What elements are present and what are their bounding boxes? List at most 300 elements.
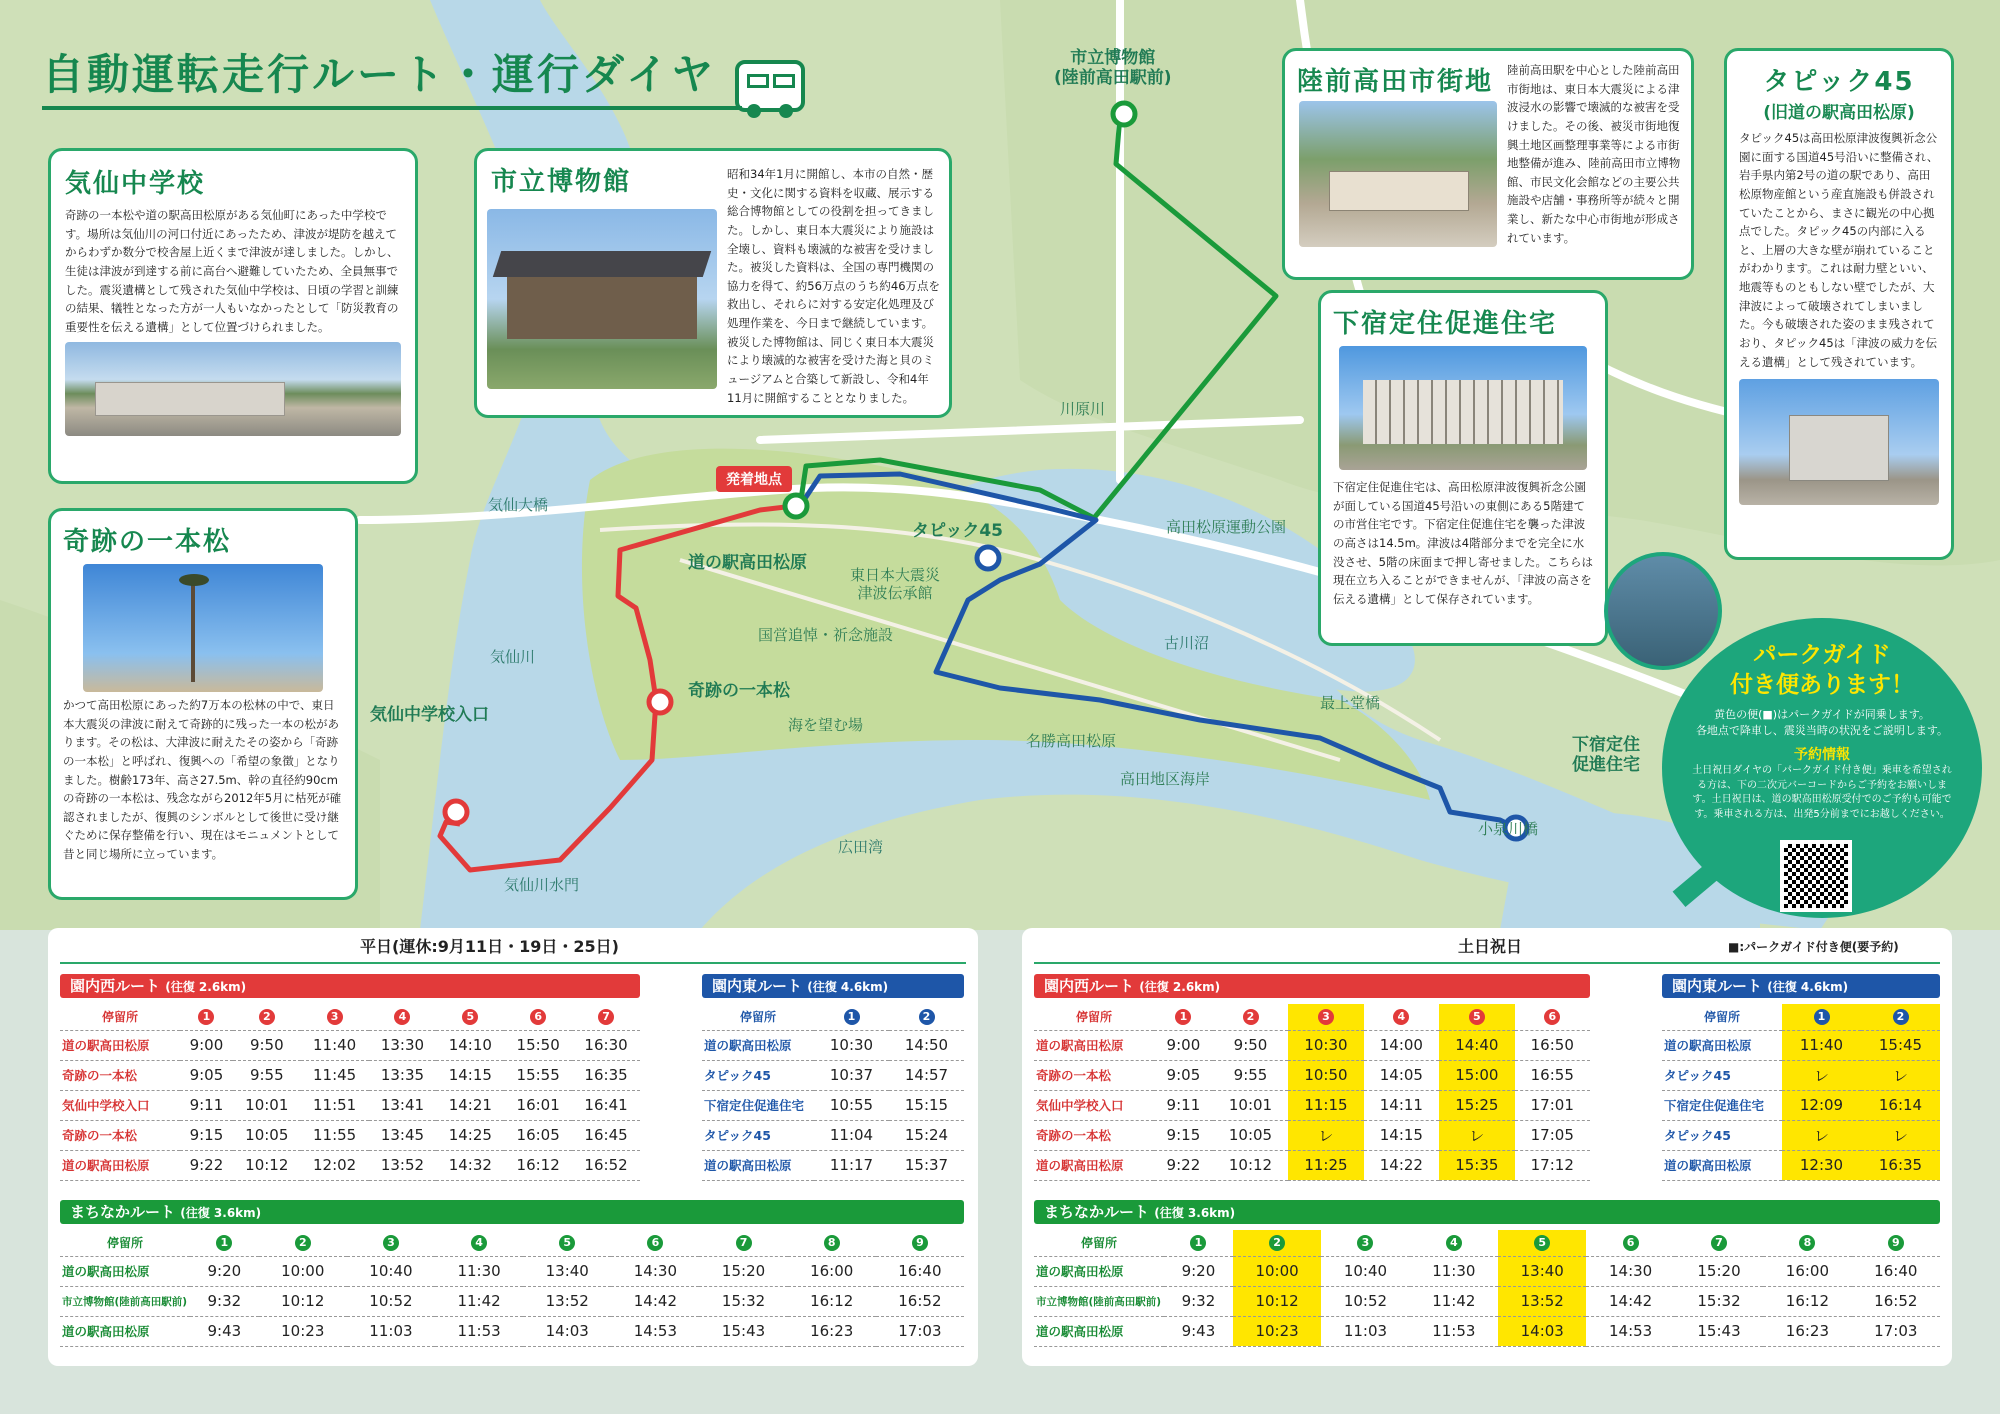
col-header-trip (1213, 1004, 1288, 1030)
stop-name: 下宿定住促進住宅 (702, 1090, 814, 1120)
trip-number: 1 (216, 1235, 232, 1251)
departure-time: 10:00 (1233, 1256, 1321, 1286)
departure-time: 16:30 (572, 1030, 640, 1060)
departure-time: 15:24 (889, 1120, 964, 1150)
departure-time: 10:55 (814, 1090, 889, 1120)
col-header-trip (1763, 1230, 1851, 1256)
departure-time: 13:45 (369, 1120, 437, 1150)
stop-name: 道の駅高田松原 (60, 1256, 190, 1286)
col-header-trip (1321, 1230, 1409, 1256)
departure-time: 16:52 (572, 1150, 640, 1180)
trip-number: 2 (1893, 1009, 1909, 1025)
departure-time: 16:40 (876, 1256, 964, 1286)
departure-time: レ (1439, 1120, 1514, 1150)
photo-shukusho (1339, 346, 1587, 470)
photo-kesen-school (65, 342, 401, 436)
departure-time: 14:57 (889, 1060, 964, 1090)
holiday-town-name: まちなかルート (1044, 1203, 1150, 1221)
col-header-trip (876, 1230, 964, 1256)
label-kesen-river: 気仙川 (490, 648, 536, 666)
departure-time: 11:25 (1288, 1150, 1363, 1180)
departure-time: 9:15 (180, 1120, 233, 1150)
holiday-west-header (1034, 974, 1590, 998)
col-header-stop: 停留所 (1034, 1230, 1164, 1256)
departure-time: 14:42 (611, 1286, 699, 1316)
departure-time: 9:05 (1154, 1060, 1213, 1090)
holiday-title: 土日祝日 (1458, 937, 1523, 956)
departure-time: 14:30 (611, 1256, 699, 1286)
weekday-title: 平日(運休:9月11日・19日・25日) (360, 937, 619, 956)
guide-reserve-title: 予約情報 (1794, 747, 1850, 763)
table-row (60, 1286, 964, 1316)
departure-time: 16:40 (1852, 1256, 1940, 1286)
stop-name: 道の駅高田松原 (1034, 1316, 1164, 1346)
departure-time: 11:04 (814, 1120, 889, 1150)
departure-time: 16:12 (788, 1286, 876, 1316)
trip-number: 4 (1393, 1009, 1409, 1025)
table-row (1662, 1060, 1940, 1090)
departure-time: 17:01 (1515, 1090, 1590, 1120)
departure-time: 15:25 (1439, 1090, 1514, 1120)
departure-time: 16:01 (504, 1090, 572, 1120)
stop-name: 道の駅高田松原 (1662, 1150, 1782, 1180)
page-title: 自動運転走行ルート・運行ダイヤ (42, 50, 717, 99)
trip-number: 5 (1469, 1009, 1485, 1025)
col-header-stop: 停留所 (60, 1004, 180, 1030)
col-header-stop: 停留所 (60, 1230, 190, 1256)
trip-number: 6 (1544, 1009, 1560, 1025)
stop-name: 気仙中学校入口 (1034, 1090, 1154, 1120)
departure-time: 12:30 (1782, 1150, 1861, 1180)
table-row (702, 1150, 964, 1180)
departure-time: 9:11 (180, 1090, 233, 1120)
trip-number: 7 (1711, 1235, 1727, 1251)
departure-time: 15:43 (1675, 1316, 1763, 1346)
col-header-trip (788, 1230, 876, 1256)
departure-time: 10:52 (347, 1286, 435, 1316)
departure-time: 14:22 (1364, 1150, 1439, 1180)
departure-time: 10:12 (233, 1150, 301, 1180)
col-header-stop: 停留所 (1034, 1004, 1154, 1030)
trip-number: 2 (919, 1009, 935, 1025)
departure-time: 10:23 (259, 1316, 347, 1346)
card-shukusho (1318, 290, 1608, 646)
col-header-trip (504, 1004, 572, 1030)
trip-number: 3 (1357, 1235, 1373, 1251)
col-header-stop: 停留所 (1662, 1004, 1782, 1030)
stop-name: 奇跡の一本松 (1034, 1120, 1154, 1150)
label-watergate: 気仙川水門 (504, 876, 580, 894)
departure-time: 15:37 (889, 1150, 964, 1180)
departure-time: 9:50 (233, 1030, 301, 1060)
departure-time: 14:30 (1586, 1256, 1674, 1286)
trip-number: 2 (1243, 1009, 1259, 1025)
departure-time: 15:32 (699, 1286, 787, 1316)
card-kesen-text: 奇跡の一本松や道の駅高田松原がある気仙町にあった中学校です。場所は気仙川の河口付近にあったため、津波が堤防を越えてからわずか数分で校舎屋上近くまで津波が達しました。しかし、生徒は津波が到達する前に高台へ避難していたため、全員無事でした。震災遺構として残された気仙中学校は、日頃の学習と訓練の結果、犠牲となった方が一人もいなかったとして「防災教育の重要性を伝える遺構」として位置づけられました。 (65, 208, 399, 334)
holiday-town-table (1034, 1230, 1940, 1347)
col-header-trip (1154, 1004, 1213, 1030)
label-umi-hiroba: 海を望む場 (788, 716, 864, 734)
departure-time: 16:52 (876, 1286, 964, 1316)
stop-name: 道の駅高田松原 (60, 1150, 180, 1180)
card-kesen-title: 気仙中学校 (65, 169, 206, 199)
departure-time: 11:40 (301, 1030, 369, 1060)
col-header-trip (1164, 1230, 1233, 1256)
holiday-west-table (1034, 1004, 1590, 1181)
trip-number: 7 (598, 1009, 614, 1025)
guide-line-2: 各地点で降車し、震災当時の状況をご説明します。 (1695, 724, 1949, 737)
stop-museum-marker[interactable] (1113, 103, 1135, 125)
departure-time: 16:55 (1515, 1060, 1590, 1090)
departure-time: 11:45 (301, 1060, 369, 1090)
stop-museum-label: 市立博物館 (陸前高田駅前) (1054, 48, 1172, 89)
departure-time: 14:53 (611, 1316, 699, 1346)
table-row (702, 1030, 964, 1060)
card-museum-title: 市立博物館 (491, 167, 632, 197)
table-row (1034, 1090, 1590, 1120)
weekday-town-header (60, 1200, 964, 1224)
label-seawall: 高田地区海岸 (1120, 770, 1211, 788)
stop-name: 道の駅高田松原 (60, 1316, 190, 1346)
departure-time: レ (1782, 1060, 1861, 1090)
table-row (1034, 1316, 1940, 1346)
col-header-trip (347, 1230, 435, 1256)
departure-time: 13:52 (1498, 1286, 1586, 1316)
col-header-trip (699, 1230, 787, 1256)
departure-time: 15:35 (1439, 1150, 1514, 1180)
trip-number: 2 (1269, 1235, 1285, 1251)
departure-time: 9:11 (1154, 1090, 1213, 1120)
table-row (1662, 1090, 1940, 1120)
trip-number: 6 (1623, 1235, 1639, 1251)
departure-time: 9:05 (180, 1060, 233, 1090)
bus-icon (735, 60, 805, 112)
card-tapic-subtitle: (旧道の駅高田松原) (1763, 103, 1915, 123)
departure-time: レ (1861, 1120, 1940, 1150)
label-scenic: 名勝高田松原 (1026, 732, 1117, 750)
departure-time: 11:51 (301, 1090, 369, 1120)
label-mogami-bridge: 最上堂橋 (1320, 694, 1381, 712)
table-row (60, 1150, 640, 1180)
weekday-west-name: 園内西ルート (70, 977, 161, 995)
departure-time: 13:40 (1498, 1256, 1586, 1286)
table-row (702, 1120, 964, 1150)
departure-time: 16:23 (788, 1316, 876, 1346)
stop-ippon-label: 奇跡の一本松 (688, 681, 790, 701)
holiday-west-dist: (往復 2.6km) (1139, 980, 1221, 994)
departure-time: 10:40 (347, 1256, 435, 1286)
departure-time: 16:45 (572, 1120, 640, 1150)
stop-michinoeki-marker[interactable] (785, 495, 807, 517)
departure-time: 15:50 (504, 1030, 572, 1060)
stop-tapic-marker[interactable] (977, 547, 999, 569)
card-ippon-title: 奇跡の一本松 (63, 527, 232, 557)
table-row (1034, 1286, 1940, 1316)
departure-time: 10:52 (1321, 1286, 1409, 1316)
table-row (702, 1090, 964, 1120)
departure-time: 14:53 (1586, 1316, 1674, 1346)
label-kesen-bridge: 気仙大橋 (488, 496, 549, 514)
departure-time: 11:40 (1782, 1030, 1861, 1060)
col-header-trip (1675, 1230, 1763, 1256)
departure-time: 15:55 (504, 1060, 572, 1090)
departure-time: 14:32 (436, 1150, 504, 1180)
col-header-trip (435, 1230, 523, 1256)
departure-time: 16:00 (1763, 1256, 1851, 1286)
stop-name: 下宿定住促進住宅 (1662, 1090, 1782, 1120)
col-header-trip (1288, 1004, 1363, 1030)
trip-number: 1 (1175, 1009, 1191, 1025)
trip-number: 4 (471, 1235, 487, 1251)
departure-time: 9:15 (1154, 1120, 1213, 1150)
label-hirota-bay: 広田湾 (838, 838, 884, 856)
departure-time: 16:35 (1861, 1150, 1940, 1180)
stop-name: 道の駅高田松原 (702, 1030, 814, 1060)
trip-number: 6 (530, 1009, 546, 1025)
weekday-town-table (60, 1230, 964, 1347)
departure-time: 16:00 (788, 1256, 876, 1286)
holiday-west-name: 園内西ルート (1044, 977, 1135, 995)
card-museum (474, 148, 952, 418)
trip-number: 9 (1888, 1235, 1904, 1251)
departure-time: 11:42 (1410, 1286, 1498, 1316)
departure-time: 16:12 (504, 1150, 572, 1180)
departure-time: 11:42 (435, 1286, 523, 1316)
departure-time: 17:12 (1515, 1150, 1590, 1180)
departure-time: 10:01 (1213, 1090, 1288, 1120)
trip-number: 1 (844, 1009, 860, 1025)
weekday-east-name: 園内東ルート (712, 977, 803, 995)
trip-number: 4 (1446, 1235, 1462, 1251)
title-underline (42, 106, 742, 110)
departure-time: 16:14 (1861, 1090, 1940, 1120)
departure-time: 10:05 (233, 1120, 301, 1150)
weekday-west-dist: (往復 2.6km) (165, 980, 247, 994)
departure-time: 13:40 (523, 1256, 611, 1286)
departure-time: 14:11 (1364, 1090, 1439, 1120)
photo-rikuzen (1299, 101, 1497, 247)
stop-name: 市立博物館(陸前高田駅前) (60, 1286, 190, 1316)
departure-time: 13:30 (369, 1030, 437, 1060)
departure-time: 10:12 (1233, 1286, 1321, 1316)
departure-time: 11:03 (347, 1316, 435, 1346)
departure-time: 14:05 (1364, 1060, 1439, 1090)
departure-time: 10:23 (1233, 1316, 1321, 1346)
departure-time: レ (1861, 1060, 1940, 1090)
table-row (1034, 1150, 1590, 1180)
label-sports-park: 高田松原運動公園 (1166, 518, 1287, 536)
trip-number: 5 (1534, 1235, 1550, 1251)
departure-time: 14:40 (1439, 1030, 1514, 1060)
stop-name: 道の駅高田松原 (1034, 1030, 1154, 1060)
weekday-west-header (60, 974, 640, 998)
departure-time: 17:03 (1852, 1316, 1940, 1346)
trip-number: 2 (259, 1009, 275, 1025)
stop-name: タピック45 (1662, 1060, 1782, 1090)
trip-number: 1 (1814, 1009, 1830, 1025)
stop-name: 道の駅高田松原 (1034, 1150, 1154, 1180)
label-furukawa-marsh: 古川沼 (1164, 634, 1210, 652)
col-header-trip (1515, 1004, 1590, 1030)
table-row (1034, 1060, 1590, 1090)
col-header-trip (233, 1004, 301, 1030)
departure-time: 9:32 (190, 1286, 259, 1316)
departure-time: 9:43 (1164, 1316, 1233, 1346)
stop-michinoeki-label: 道の駅高田松原 (688, 553, 807, 573)
stop-name: タピック45 (702, 1060, 814, 1090)
photo-ippon-pine (83, 564, 323, 692)
stop-name: 奇跡の一本松 (60, 1060, 180, 1090)
weekday-town-dist: (往復 3.6km) (180, 1206, 262, 1220)
card-rikuzen (1282, 48, 1694, 280)
trip-number: 3 (327, 1009, 343, 1025)
col-header-trip (572, 1004, 640, 1030)
trip-number: 5 (559, 1235, 575, 1251)
departure-time: 9:55 (1213, 1060, 1288, 1090)
departure-time: 9:43 (190, 1316, 259, 1346)
departure-time: 15:15 (889, 1090, 964, 1120)
departure-time: 9:32 (1164, 1286, 1233, 1316)
stop-name: 気仙中学校入口 (60, 1090, 180, 1120)
stop-kesen-entrance-marker[interactable] (445, 801, 467, 823)
col-header-trip (180, 1004, 233, 1030)
departure-time: 14:03 (523, 1316, 611, 1346)
departure-time: 16:05 (504, 1120, 572, 1150)
departure-time: 9:22 (180, 1150, 233, 1180)
trip-number: 1 (1190, 1235, 1206, 1251)
departure-time: 9:00 (1154, 1030, 1213, 1060)
departure-time: 15:00 (1439, 1060, 1514, 1090)
col-header-trip (1233, 1230, 1321, 1256)
col-header-trip (301, 1004, 369, 1030)
col-header-trip (1364, 1004, 1439, 1030)
departure-time: 14:21 (436, 1090, 504, 1120)
departure-time: 10:01 (233, 1090, 301, 1120)
stop-name: タピック45 (702, 1120, 814, 1150)
departure-time: 10:30 (1288, 1030, 1363, 1060)
col-header-trip (1498, 1230, 1586, 1256)
stop-name: 奇跡の一本松 (1034, 1060, 1154, 1090)
card-tapic (1724, 48, 1954, 560)
departure-time: 16:52 (1852, 1286, 1940, 1316)
col-header-trip (1410, 1230, 1498, 1256)
departure-time: 9:00 (180, 1030, 233, 1060)
guide-reserve-text: 土日祝日ダイヤの「パークガイド付き便」乗車を希望される方は、下の二次元バーコードからご予約をお願いします。土日祝日は、道の駅高田松原受付でのご予約も可能です。乗車される方は、出発5分前までにお越しください。 (1692, 765, 1952, 820)
col-header-trip (523, 1230, 611, 1256)
departure-time: 14:03 (1498, 1316, 1586, 1346)
holiday-east-header (1662, 974, 1940, 998)
departure-time: 14:50 (889, 1030, 964, 1060)
table-row (60, 1030, 640, 1060)
weekday-east-table (702, 1004, 964, 1181)
stop-tapic-label: タピック45 (912, 521, 1003, 541)
departure-time: 9:20 (1164, 1256, 1233, 1286)
departure-time: 10:12 (1213, 1150, 1288, 1180)
stop-name: 道の駅高田松原 (1662, 1030, 1782, 1060)
col-header-trip (436, 1004, 504, 1030)
departure-time: 10:12 (259, 1286, 347, 1316)
trip-number: 2 (295, 1235, 311, 1251)
departure-time: 13:41 (369, 1090, 437, 1120)
departure-time: 11:53 (1410, 1316, 1498, 1346)
holiday-town-dist: (往復 3.6km) (1154, 1206, 1236, 1220)
departure-time: 11:30 (435, 1256, 523, 1286)
col-header-stop: 停留所 (702, 1004, 814, 1030)
trip-number: 3 (1318, 1009, 1334, 1025)
weekday-west-table (60, 1004, 640, 1181)
departure-time: 11:17 (814, 1150, 889, 1180)
weekday-town-name: まちなかルート (70, 1203, 176, 1221)
departure-time: 14:00 (1364, 1030, 1439, 1060)
weekday-east-dist: (往復 4.6km) (807, 980, 889, 994)
col-header-trip (1586, 1230, 1674, 1256)
departure-time: 16:50 (1515, 1030, 1590, 1060)
table-row (60, 1060, 640, 1090)
stop-name: タピック45 (1662, 1120, 1782, 1150)
card-ippon (48, 508, 358, 900)
stop-shukusho-label: 下宿定住 促進住宅 (1572, 735, 1640, 775)
card-shukusho-text: 下宿定住促進住宅は、高田松原津波復興祈念公園が面している国道45号沿いの東側にある5階建ての市営住宅です。下宿定住促進住宅を襲った津波の高さは14.5m。津波は4階部分までを完全に水没させ、5階の床面まで押し寄せました。こちらは現在立ち入ることができませんが、「津波の高さを伝える遺構」として保存されています。 (1333, 480, 1593, 606)
trip-number: 6 (647, 1235, 663, 1251)
card-tapic-title: タピック45 (1763, 67, 1915, 97)
card-museum-text: 昭和34年1月に開館し、本市の自然・歴史・文化に関する資料を収蔵、展示する総合博物館としての役割を担ってきました。しかし、東日本大震災により施設は全壊し、資料も壊滅的な被害を受けました。被災した資料は、全国の専門機関の協力を得て、約56万点のうち約46万点を救出し、それらに対する安定化処理及び処理作業を、今日まで継続しています。被災した博物館は、同じく東日本大震災により壊滅的な被害を受けた海と貝のミュージアムと合築して新設し、令和4年11月に開館することとなりました。 (727, 167, 941, 405)
label-tsunami-museum: 東日本大震災 津波伝承館 (850, 566, 941, 602)
departure-time: 9:50 (1213, 1030, 1288, 1060)
card-ippon-text: かつて高田松原にあった約7万本の松林の中で、東日本大震災の津波に耐えて奇跡的に残った一本の松があります。その松は、大津波に耐えたその姿から「奇跡の一本松」と呼ばれ、復興への「希望の象徴」となりました。樹齢173年、高さ27.5m、幹の直径約90cmの奇跡の一本松は、残念ながら2012年5月に枯死が確認されましたが、復興のシンボルとして後世に受け継ぐために保存整備を行い、現在はモニュメントとして昔と同じ場所に立っています。 (63, 698, 342, 861)
trip-number: 3 (383, 1235, 399, 1251)
stop-ippon-marker[interactable] (649, 691, 671, 713)
departure-time: 13:52 (523, 1286, 611, 1316)
guide-line-1: 黄色の便(■)はパークガイドが同乗します。 (1714, 708, 1930, 721)
departure-time: 14:15 (436, 1060, 504, 1090)
col-header-trip (1861, 1004, 1940, 1030)
departure-time: 15:20 (1675, 1256, 1763, 1286)
table-row (60, 1120, 640, 1150)
trip-number: 4 (394, 1009, 410, 1025)
col-header-trip (369, 1004, 437, 1030)
departure-time: 12:09 (1782, 1090, 1861, 1120)
col-header-trip (611, 1230, 699, 1256)
label-kawara-river: 川原川 (1060, 400, 1106, 418)
col-header-trip (1439, 1004, 1514, 1030)
trip-number: 7 (736, 1235, 752, 1251)
trip-number: 8 (1799, 1235, 1815, 1251)
photo-tapic (1739, 379, 1939, 505)
col-header-trip (1852, 1230, 1940, 1256)
departure-time: 16:12 (1763, 1286, 1851, 1316)
card-tapic-text: タピック45は高田松原津波復興祈念公園に面する国道45号沿いに整備され、岩手県内第2号の道の駅であり、高田松原物産館という産直施設も併設されていたことから、まさに観光の中心拠点でした。タピック45の内部に入ると、上層の大きな壁が崩れていることがわかります。これは耐力壁といい、地震等ものともしない壁でしたが、大津波によって破壊されてしまいました。今も破壊された姿のまま残されており、タピック45は「津波の威力を伝える遺構」として残されています。 (1739, 131, 1939, 369)
table-row (1662, 1030, 1940, 1060)
departure-time: 10:50 (1288, 1060, 1363, 1090)
departure-time: 10:40 (1321, 1256, 1409, 1286)
col-header-trip (1782, 1004, 1861, 1030)
departure-time: 17:05 (1515, 1120, 1590, 1150)
departure-time: 13:52 (369, 1150, 437, 1180)
col-header-trip (889, 1004, 964, 1030)
departure-time: 10:37 (814, 1060, 889, 1090)
departure-time: 11:55 (301, 1120, 369, 1150)
departure-time: 9:55 (233, 1060, 301, 1090)
departure-time: 17:03 (876, 1316, 964, 1346)
departure-time: 15:32 (1675, 1286, 1763, 1316)
departure-time: 10:05 (1213, 1120, 1288, 1150)
departure-time: 12:02 (301, 1150, 369, 1180)
stop-kesen-entrance-label: 気仙中学校入口 (370, 705, 489, 725)
trip-number: 8 (824, 1235, 840, 1251)
qr-code[interactable] (1780, 840, 1852, 912)
departure-time: 11:30 (1410, 1256, 1498, 1286)
holiday-east-table (1662, 1004, 1940, 1181)
